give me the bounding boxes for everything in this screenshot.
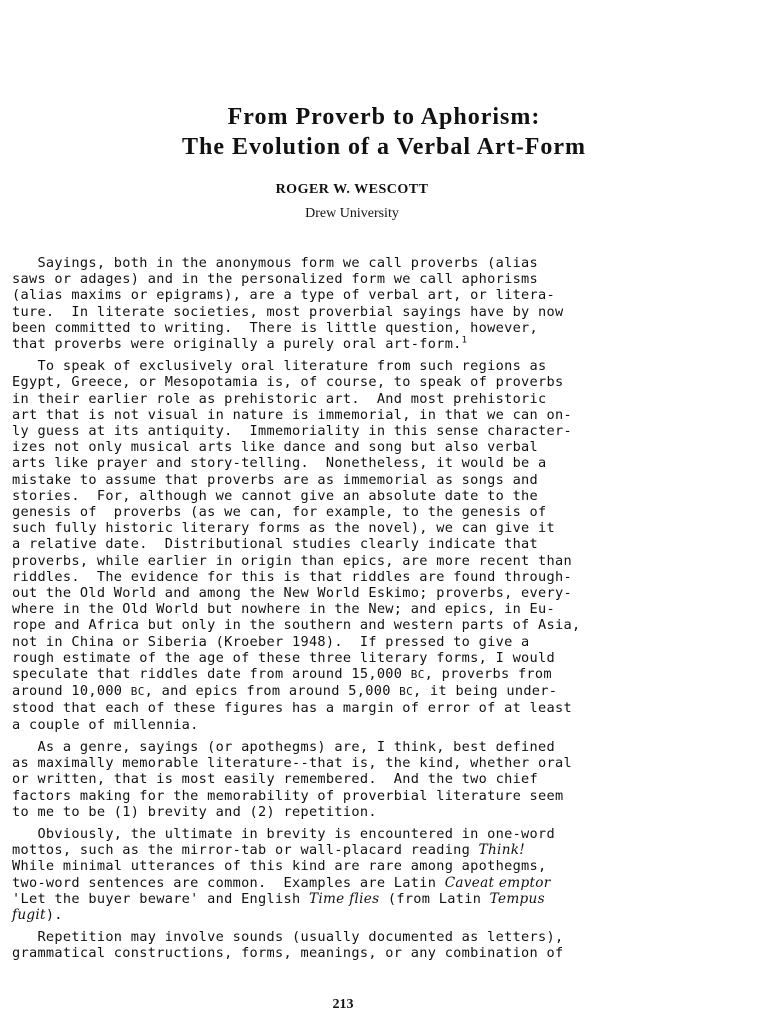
author-affiliation: Drew University <box>305 206 399 221</box>
text-segment: , it being under- <box>413 683 558 700</box>
text-line <box>12 666 686 683</box>
text-segment: rough estimate of the age of these three literary forms, I would <box>12 649 555 666</box>
text-line <box>12 929 686 945</box>
text-line <box>12 569 686 585</box>
text-segment: been committed to writing. There is little question, however, <box>12 319 539 336</box>
text-segment: , proverbs from <box>424 666 552 683</box>
text-line <box>12 358 686 374</box>
text-segment: to me to be (1) brevity and (2) repetition. <box>12 803 377 820</box>
text-segment: in their earlier role as prehistoric art. And most prehistoric <box>12 390 547 407</box>
text-line <box>12 683 686 700</box>
text-segment: 'Let the buyer beware' and English <box>12 890 309 907</box>
text-segment: ). <box>45 906 63 923</box>
page-number: 213 <box>332 997 354 1012</box>
text-line <box>12 488 686 504</box>
text-segment: As a genre, sayings (or apothegms) are, I think, best defined <box>12 738 555 755</box>
text-line <box>12 875 686 891</box>
text-segment: While minimal utterances of this kind are rare among apothegms, <box>12 858 547 875</box>
text-segment: stood that each of these figures has a margin of error of at least <box>12 700 572 717</box>
text-segment: that proverbs were originally a purely oral art-form. <box>12 336 462 353</box>
text-line <box>12 907 686 923</box>
text-line <box>12 945 686 961</box>
text-line <box>12 755 686 771</box>
text-segment: rope and Africa but only in the southern and western parts of Asia, <box>12 617 581 634</box>
body-paragraph <box>12 255 686 352</box>
text-line <box>12 585 686 601</box>
text-line <box>12 826 686 842</box>
text-segment: arts like prayer and story-telling. Nonetheless, it would be a <box>12 455 547 472</box>
text-line <box>12 407 686 423</box>
text-segment: , and epics from around 5,000 <box>144 683 400 700</box>
article-title-line-1: From Proverb to Aphorism: <box>227 104 541 130</box>
text-segment: saws or adages) and in the personalized form we call aphorisms <box>12 271 539 288</box>
text-line <box>12 504 686 520</box>
text-segment: ture. In literate societies, most proverbial sayings have by now <box>12 303 564 320</box>
text-line <box>12 717 686 733</box>
text-line <box>12 472 686 488</box>
small-caps-text: BC <box>399 685 414 699</box>
text-segment: around 10,000 <box>12 683 131 700</box>
text-segment: Repetition may involve sounds (usually documented as letters), <box>12 929 564 946</box>
text-line <box>12 634 686 650</box>
italic-text: Think! <box>478 842 526 859</box>
small-caps-text: BC <box>410 668 425 682</box>
text-segment: a couple of millennia. <box>12 716 199 733</box>
body-paragraph <box>12 826 686 923</box>
text-line <box>12 423 686 439</box>
text-line <box>12 842 686 858</box>
text-line <box>12 439 686 455</box>
text-line <box>12 891 686 907</box>
text-line <box>12 320 686 336</box>
text-segment: (from Latin <box>379 890 490 907</box>
text-segment: where in the Old World but nowhere in the New; and epics, in Eu- <box>12 601 555 618</box>
text-segment: art that is not visual in nature is immemorial, in that we can on- <box>12 406 572 423</box>
text-line <box>12 374 686 390</box>
text-segment: riddles. The evidence for this is that riddles are found through- <box>12 568 572 585</box>
text-segment: such fully historic literary forms as the novel), we can give it <box>12 520 555 537</box>
text-segment: Obviously, the ultimate in brevity is encountered in one-word <box>12 825 555 842</box>
footnote-marker: 1 <box>461 335 468 346</box>
text-segment: ly guess at its antiquity. Immemoriality in this sense character- <box>12 423 572 440</box>
text-segment: izes not only musical arts like dance and song but also verbal <box>12 439 539 456</box>
text-segment: proverbs, while earlier in origin than epics, are more recent than <box>12 552 572 569</box>
text-line <box>12 553 686 569</box>
text-segment: or written, that is most easily remembered. And the two chief <box>12 771 539 788</box>
text-line <box>12 455 686 471</box>
text-line <box>12 271 686 287</box>
body-paragraph <box>12 739 686 820</box>
italic-text: Caveat emptor <box>444 874 551 891</box>
text-line <box>12 650 686 666</box>
text-line <box>12 601 686 617</box>
article-body <box>12 255 686 968</box>
small-caps-text: BC <box>130 685 145 699</box>
text-line <box>12 858 686 874</box>
italic-text: Time flies <box>308 890 380 907</box>
text-segment: To speak of exclusively oral literature from such regions as <box>12 358 547 375</box>
text-line <box>12 536 686 552</box>
text-segment: Egypt, Greece, or Mesopotamia is, of course, to speak of proverbs <box>12 374 564 391</box>
text-line <box>12 255 686 271</box>
text-line <box>12 287 686 303</box>
text-line <box>12 304 686 320</box>
text-line <box>12 617 686 633</box>
text-segment: two-word sentences are common. Examples are Latin <box>12 874 445 891</box>
body-paragraph <box>12 929 686 961</box>
text-line <box>12 391 686 407</box>
text-line <box>12 739 686 755</box>
italic-text: Tempus <box>489 890 545 907</box>
text-line <box>12 804 686 820</box>
text-line <box>12 700 686 716</box>
text-line <box>12 788 686 804</box>
article-title-line-2: The Evolution of a Verbal Art-Form <box>182 134 586 160</box>
text-segment: a relative date. Distributional studies clearly indicate that <box>12 536 539 553</box>
italic-text: fugit <box>12 906 46 923</box>
text-segment: mistake to assume that proverbs are as immemorial as songs and <box>12 471 539 488</box>
text-segment: speculate that riddles date from around 15,000 <box>12 666 411 683</box>
text-line <box>12 520 686 536</box>
text-segment: (alias maxims or epigrams), are a type of verbal art, or litera- <box>12 287 555 304</box>
text-line <box>12 336 686 352</box>
text-segment: grammatical constructions, forms, meanings, or any combination of <box>12 945 564 962</box>
author-name: ROGER W. WESCOTT <box>275 182 429 197</box>
text-segment: as maximally memorable literature--that is, the kind, whether oral <box>12 755 572 772</box>
text-segment: not in China or Siberia (Kroeber 1948). If pressed to give a <box>12 633 530 650</box>
text-segment: Sayings, both in the anonymous form we call proverbs (alias <box>12 255 539 271</box>
text-line <box>12 771 686 787</box>
text-segment: stories. For, although we cannot give an absolute date to the <box>12 487 539 504</box>
text-segment: mottos, such as the mirror-tab or wall-placard reading <box>12 842 479 859</box>
text-segment: genesis of proverbs (as we can, for example, to the genesis of <box>12 504 547 521</box>
text-segment: out the Old World and among the New World Eskimo; proverbs, every- <box>12 585 572 602</box>
text-segment: factors making for the memorability of proverbial literature seem <box>12 787 564 804</box>
body-paragraph <box>12 358 686 733</box>
